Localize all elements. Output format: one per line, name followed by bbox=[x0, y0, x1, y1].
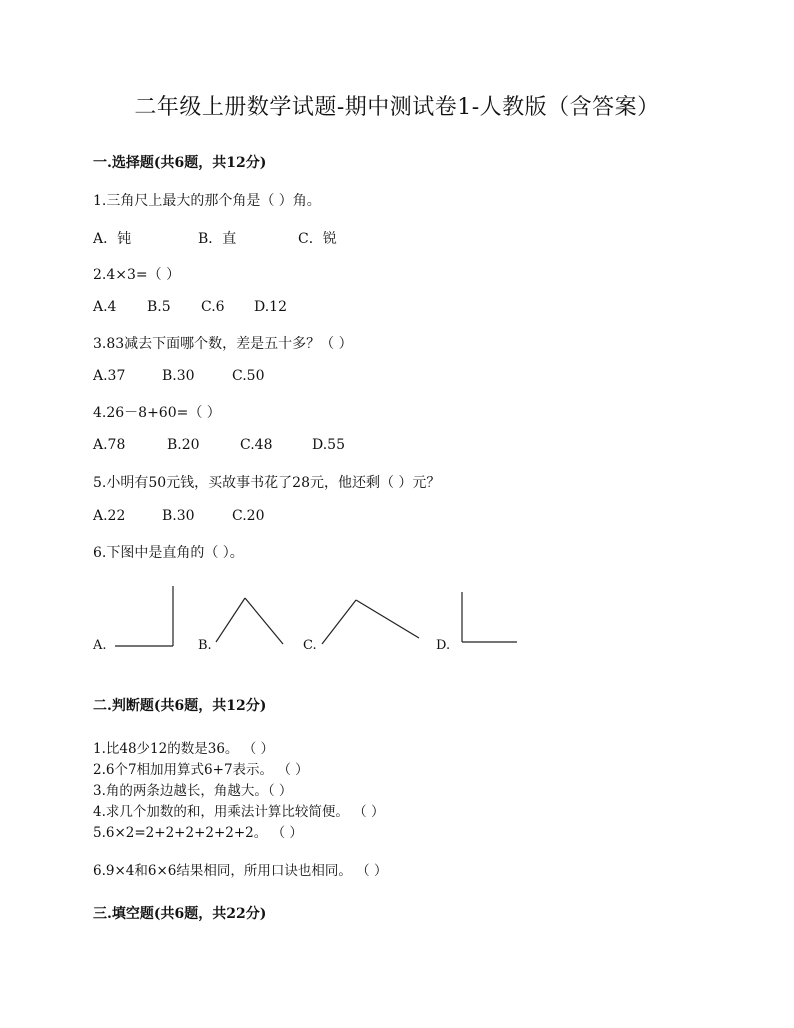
question-4: 4.26－8+60=（ ） bbox=[93, 405, 221, 421]
judgment-item-3: 3.角的两条边越长，角越大。（ ） bbox=[93, 783, 293, 799]
q4-option-b: B.20 bbox=[167, 437, 200, 453]
question-6: 6.下图中是直角的（ ）。 bbox=[93, 545, 244, 561]
q3-option-b: B.30 bbox=[162, 368, 195, 384]
q1-option-b: B．直 bbox=[198, 231, 237, 247]
q4-option-a: A.78 bbox=[93, 437, 126, 453]
q3-option-c: C.50 bbox=[232, 368, 265, 384]
angle-a-figure bbox=[115, 586, 173, 646]
q1-option-c: C．锐 bbox=[298, 231, 337, 247]
judgment-item-6: 6.9×4和6×6结果相同，所用口诀也相同。 （ ） bbox=[93, 863, 388, 879]
q4-option-d: D.55 bbox=[312, 437, 345, 453]
q2-option-d: D.12 bbox=[254, 299, 287, 315]
angle-c-figure bbox=[322, 600, 419, 644]
q5-option-a: A.22 bbox=[93, 508, 126, 524]
angle-d-figure bbox=[462, 592, 517, 642]
q2-option-c: C.6 bbox=[201, 299, 225, 315]
question-2: 2.4×3=（ ） bbox=[93, 267, 181, 283]
question-1: 1.三角尺上最大的那个角是（ ）角。 bbox=[93, 193, 321, 209]
section-header-judgment: 二.判断题(共6题，共12分) bbox=[93, 698, 267, 714]
q2-option-a: A.4 bbox=[93, 299, 117, 315]
q5-option-b: B.30 bbox=[162, 508, 195, 524]
q6-option-a: A. bbox=[93, 638, 107, 653]
q4-option-c: C.48 bbox=[240, 437, 273, 453]
section-header-choice: 一.选择题(共6题，共12分) bbox=[93, 155, 267, 171]
judgment-item-5: 5.6×2=2+2+2+2+2+2。 （ ） bbox=[93, 825, 303, 841]
q6-option-c: C. bbox=[303, 638, 317, 653]
judgment-item-4: 4.求几个加数的和，用乘法计算比较简便。 （ ） bbox=[93, 804, 385, 820]
q2-option-b: B.5 bbox=[147, 299, 171, 315]
judgment-item-2: 2.6个7相加用算式6+7表示。 （ ） bbox=[93, 762, 309, 778]
q1-option-a: A．钝 bbox=[93, 231, 132, 247]
judgment-item-1: 1.比48少12的数是36。 （ ） bbox=[93, 741, 274, 757]
exam-title: 二年级上册数学试题-期中测试卷1-人教版（含答案） bbox=[134, 95, 660, 120]
q5-option-c: C.20 bbox=[232, 508, 265, 524]
angle-figures bbox=[0, 578, 794, 658]
q6-option-b: B. bbox=[198, 638, 212, 653]
question-5: 5.小明有50元钱，买故事书花了28元，他还剩（ ）元？ bbox=[93, 475, 441, 491]
section-header-fill-in: 三.填空题(共6题，共22分) bbox=[93, 906, 267, 922]
q6-option-d: D. bbox=[436, 638, 451, 653]
angle-b-figure bbox=[216, 598, 283, 644]
q3-option-a: A.37 bbox=[93, 368, 126, 384]
question-3: 3.83减去下面哪个数，差是五十多？（ ） bbox=[93, 336, 353, 352]
